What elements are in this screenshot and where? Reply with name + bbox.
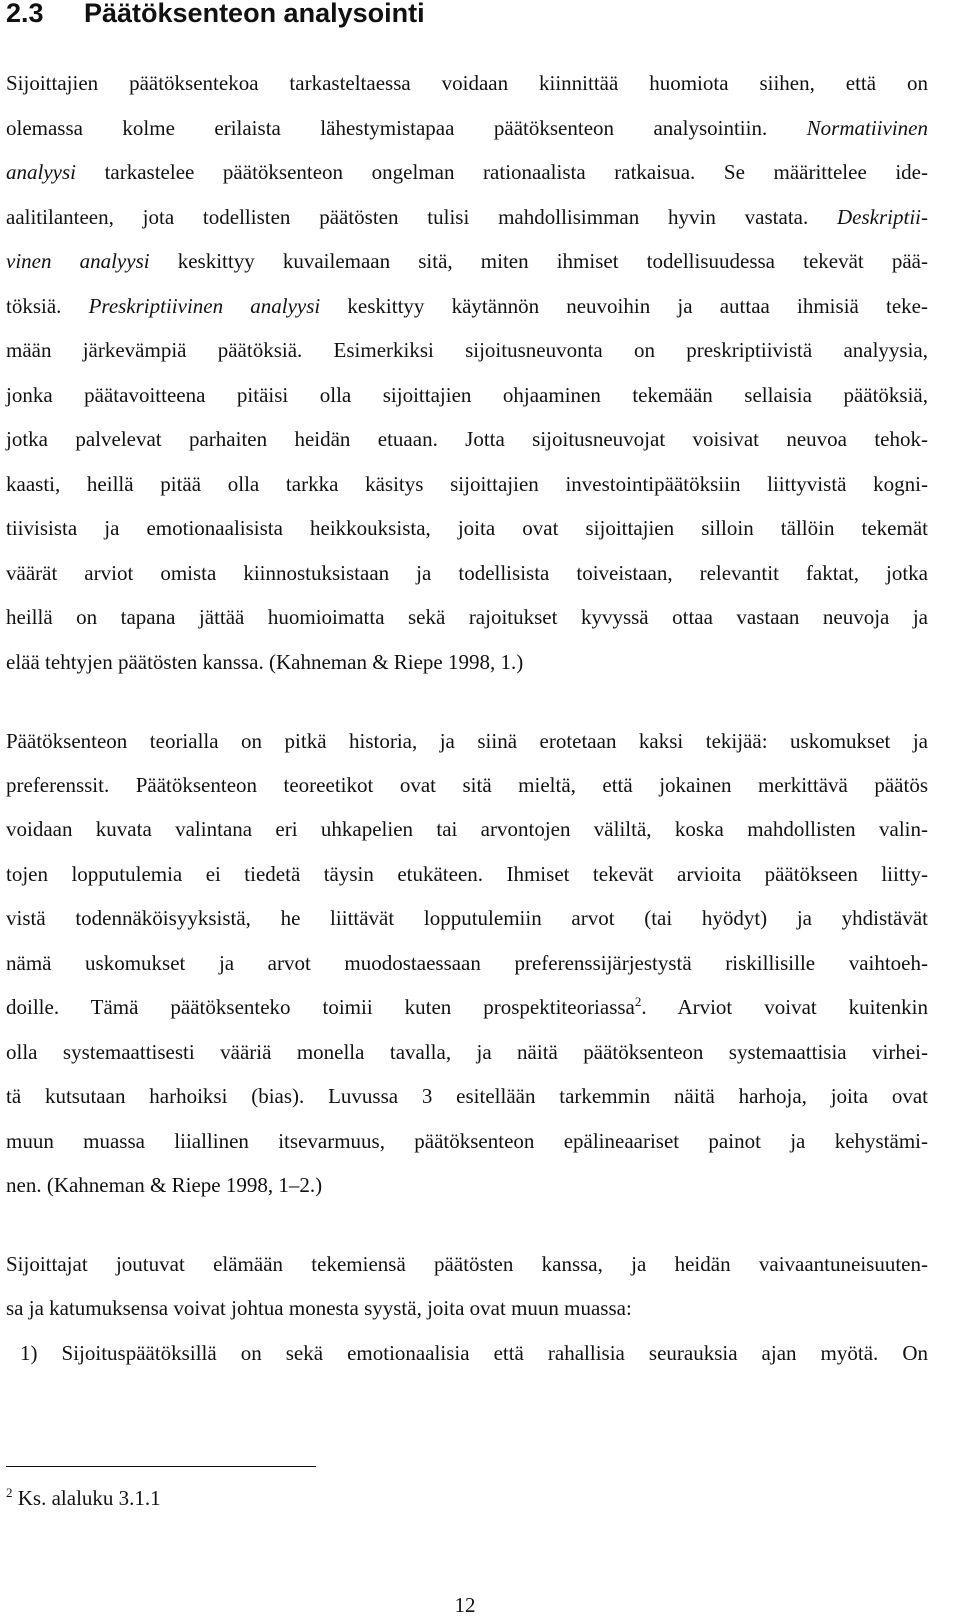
text-segment: doille. Tämä päätöksenteko toimii kuten prospektiteoriassa [6, 995, 635, 1019]
emphasized-term: Preskriptiivinen analyysi [88, 294, 321, 318]
text-segment: tä kutsutaan harhoiksi (bias). Luvussa 3 esitellään tarkemmin näitä harhoja, joita ovat [6, 1084, 928, 1108]
section-title: Päätöksenteon analysointi [84, 0, 425, 28]
text-line [6, 815, 928, 843]
text-segment: Päätöksenteon teorialla on pitkä historia, ja siinä erotetaan kaksi tekijää: uskomukset ja [6, 729, 928, 753]
text-segment: keskittyy kuvailemaan sitä, miten ihmiset todellisuudessa tekevät pää- [149, 249, 929, 273]
text-line [6, 993, 928, 1021]
text-line [6, 203, 928, 231]
text-line [6, 727, 928, 755]
text-segment: sa ja katumuksensa voivat johtua monesta syystä, joita ovat muun muassa: [6, 1296, 632, 1320]
emphasized-term: Deskriptii- [837, 205, 928, 229]
text-line [6, 247, 928, 275]
text-line [6, 1038, 928, 1066]
text-segment: keskittyy käytännön neuvoihin ja auttaa ihmisiä teke- [320, 294, 928, 318]
text-segment: nen. (Kahneman & Riepe 1998, 1–2.) [6, 1173, 323, 1197]
section-heading [6, 0, 425, 30]
text-line [6, 1082, 928, 1110]
text-line [6, 158, 928, 186]
text-segment: 1) Sijoituspäätöksillä on sekä emotionaalisia että rahallisia seurauksia ajan myötä. On [20, 1341, 928, 1365]
text-segment: . Arviot voivat kuitenkin [641, 995, 929, 1019]
text-segment: nämä uskomukset ja arvot muodostaessaan preferenssijärjestystä riskillisille vaihtoeh- [6, 951, 928, 975]
text-segment: Sijoittajat joutuvat elämään tekemiensä päätösten kanssa, ja heidän vaivaantuneisuuten- [6, 1252, 928, 1276]
text-segment: elää tehtyjen päätösten kanssa. (Kahneman & Riepe 1998, 1.) [6, 650, 524, 674]
text-line [6, 559, 928, 587]
text-line [6, 336, 928, 364]
text-line [6, 860, 928, 888]
footnote [6, 1484, 161, 1512]
text-segment: olemassa kolme erilaista lähestymistapaa päätöksenteon analysointiin. [6, 116, 807, 140]
text-segment: tarkastelee päätöksenteon ongelman rationaalista ratkaisua. Se määrittelee ide- [75, 160, 928, 184]
footnote-separator [6, 1466, 316, 1467]
text-line [6, 292, 928, 320]
text-line [6, 904, 928, 932]
text-segment: aalitilanteen, jota todellisten päätösten tulisi mahdollisimman hyvin vastata. [6, 205, 838, 229]
text-segment: jonka päätavoitteena pitäisi olla sijoittajien ohjaaminen tekemään sellaisia päätöksiä, [6, 383, 928, 407]
text-segment: olla systemaattisesti vääriä monella tavalla, ja näitä päätöksenteon systemaattisia virhei- [6, 1040, 928, 1064]
text-segment: Sijoittajien päätöksentekoa tarkasteltaessa voidaan kiinnittää huomiota siihen, että on [6, 71, 928, 95]
text-line [6, 1171, 928, 1199]
text-segment: muun muassa liiallinen itsevarmuus, päätöksenteon epälineaariset painot ja kehystämi- [6, 1129, 928, 1153]
text-segment: tiivisista ja emotionaalisista heikkouksista, joita ovat sijoittajien silloin tällöin tekemät [6, 516, 928, 540]
text-line [6, 771, 928, 799]
text-line [6, 603, 928, 631]
text-line [6, 69, 928, 97]
text-segment: töksiä. [6, 294, 89, 318]
text-segment: jotka palvelevat parhaiten heidän etuaan. Jotta sijoitusneuvojat voisivat neuvoa tehok- [6, 427, 928, 451]
text-line [6, 949, 928, 977]
text-segment: preferenssit. Päätöksenteon teoreetikot ovat sitä mieltä, että jokainen merkittävä päätös [6, 773, 928, 797]
text-line [6, 1294, 928, 1322]
text-line [6, 514, 928, 542]
text-segment: tojen lopputulemia ei tiedetä täysin etukäteen. Ihmiset tekevät arvioita päätökseen liitty- [6, 862, 928, 886]
section-number: 2.3 [6, 0, 44, 28]
text-line [6, 1250, 928, 1278]
text-line [6, 470, 928, 498]
text-line [6, 114, 928, 142]
text-segment: heillä on tapana jättää huomioimatta sekä rajoitukset kyvyssä ottaa vastaan neuvoja ja [6, 605, 928, 629]
footnote-reference: 2 [634, 994, 642, 1009]
text-segment: mään järkevämpiä päätöksiä. Esimerkiksi sijoitusneuvonta on preskriptiivistä analyysia, [6, 338, 928, 362]
emphasized-term: analyysi [6, 160, 76, 184]
text-segment: vistä todennäköisyyksistä, he liittävät lopputulemiin arvot (tai hyödyt) ja yhdistävät [6, 906, 928, 930]
footnote-text: Ks. alaluku 3.1.1 [12, 1486, 161, 1510]
text-line [6, 648, 928, 676]
text-line [6, 381, 928, 409]
text-segment: väärät arviot omista kiinnostuksistaan ja todellisista toiveistaan, relevantit faktat, jotka [6, 561, 928, 585]
footnote-marker: 2 [6, 1485, 13, 1500]
list-item [20, 1339, 928, 1367]
text-line [6, 1127, 928, 1155]
text-segment: voidaan kuvata valintana eri uhkapelien tai arvontojen väliltä, koska mahdollisten valin- [6, 817, 928, 841]
emphasized-term: Normatiivinen [806, 116, 928, 140]
emphasized-term: vinen analyysi [6, 249, 150, 273]
text-segment: kaasti, heillä pitää olla tarkka käsitys sijoittajien investointipäätöksiin liittyvistä kogni- [6, 472, 928, 496]
page-number: 12 [454, 1593, 476, 1617]
text-line [6, 425, 928, 453]
